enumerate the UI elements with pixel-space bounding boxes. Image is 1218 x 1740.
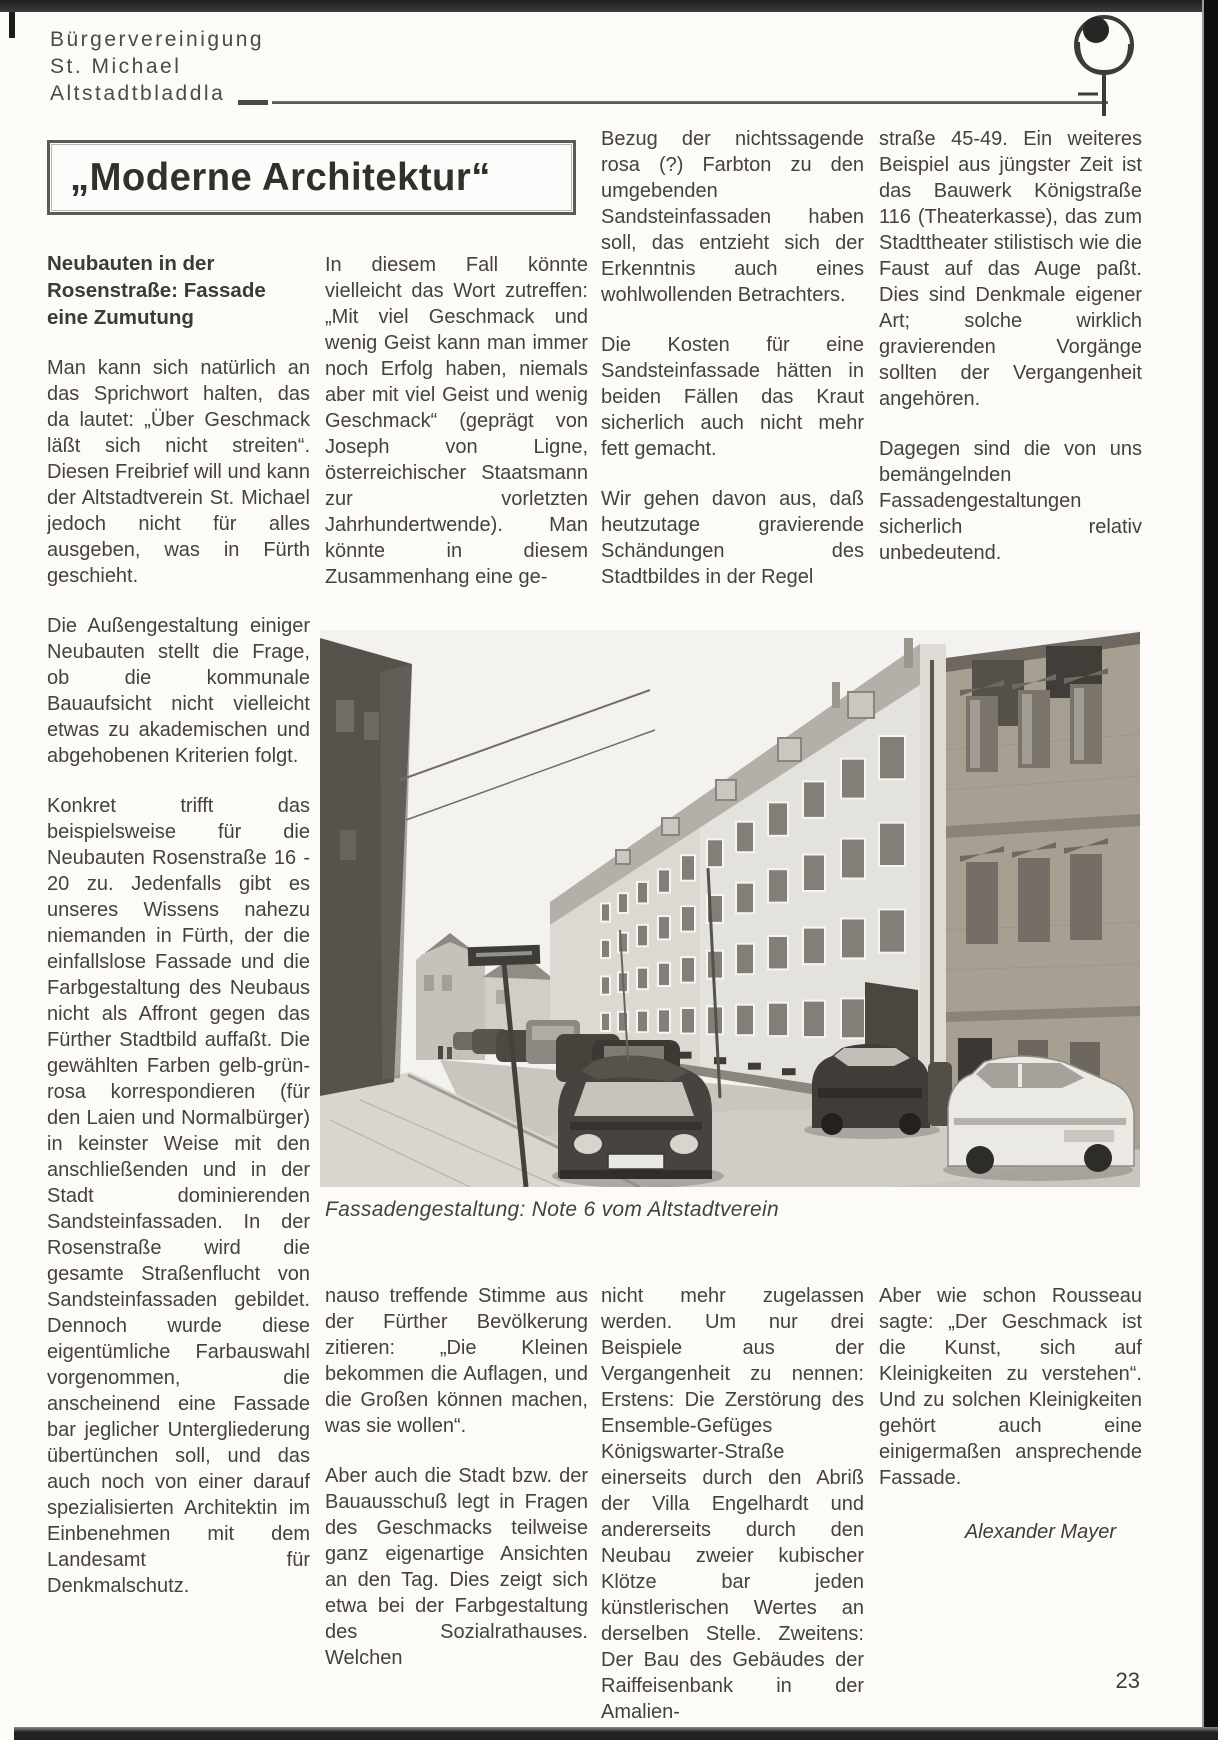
column-4-bottom xyxy=(879,1283,1142,1733)
paragraph: Wir gehen davon aus, daß heutzutage gravierende Schändungen des Stadtbildes in der Regel xyxy=(601,488,864,588)
paragraph: Die Außengestaltung einiger Neubauten stellt die Frage, ob die kommunale Bauaufsicht nicht vielleicht etwas zu akademischen und abgehobenen Kriterien folgt. xyxy=(47,615,310,767)
author-signature: Alexander Mayer xyxy=(964,1521,1116,1543)
page-number: 23 xyxy=(1115,1668,1140,1693)
paragraph: Aber wie schon Rousseau sagte: „Der Geschmack ist die Kunst, sich auf Kleinigkeiten zu verstehen“. Und zu solchen Kleinigkeiten gehört auch eine einigermaßen ansprechende Fassade. xyxy=(879,1285,1142,1489)
paragraph: Man kann sich natürlich an das Sprichwort halten, das da lautet: „Über Geschmack läßt sich nicht streiten“. Diesen Freibrief will und kann der Altstadtverein St. Michael jedoch nicht für alles ausgeben, was in Fürth geschieht. xyxy=(47,357,310,587)
paragraph: Aber auch die Stadt bzw. der Bauausschuß legt in Fragen des Geschmacks teilweise ganz eigenartige Ansichten an den Tag. Dies zeigt sich etwa bei der Farbgestaltung des Sozialrathauses. Welchen xyxy=(325,1465,588,1669)
paragraph: Konkret trifft das beispielsweise für die Neubauten Rosenstraße 16 - 20 zu. Jedenfalls gibt es unseres Wissens nahezu niemanden in Fürth, der die einfallslose Fassade und die Farbgestaltung des Neubaus nicht als Affront gegen das Fürther Stadtbild auffaßt. Die gewählten Farben gelb-grün-rosa korrespondieren (für den Laien und Normalbürger) in keinster Weise mit den anschließenden und in der Stadt dominierenden Sandsteinfassaden. In der Rosenstraße wird die gesamte Straßenflucht von Sandsteinfassaden gebildet. Dennoch wurde diese eigentümliche Farbauswahl vorgenommen, die anscheinend eine Fassade bar jeglicher Untergliederung übertünchen soll, und das auch noch von einer darauf spezialisierten Architektin im Einbenehmen mit dem Landesamt für Denkmalschutz. xyxy=(47,795,310,1597)
headline-box xyxy=(47,140,576,215)
rose-logo-icon xyxy=(1066,12,1142,125)
scan-edge-right xyxy=(1204,0,1218,1740)
paragraph: nauso treffende Stimme aus der Fürther Bevölkerung zitieren: „Die Kleinen bekommen die Auflagen, und die Großen können machen, was sie wollen“. xyxy=(325,1285,588,1437)
masthead-line3: Altstadtbladdla xyxy=(50,82,226,105)
street-photo xyxy=(320,630,1140,1187)
column-2-top xyxy=(325,252,588,624)
paragraph: Bezug der nichtssagende rosa (?) Farbton zu den umgebenden Sandsteinfassaden haben soll, das entzieht sich der Erkenntnis auch eines wohlwollenden Betrachters. xyxy=(601,128,864,306)
paragraph: straße 45-49. Ein weiteres Beispiel aus jüngster Zeit ist das Bauwerk Königstraße 116 (Theaterkasse), das zum Stadttheater stilistisch wie die Faust auf das Auge paßt. Dies sind Denkmale eigener Art; solche wirklich gravierenden Vorgänge sollten der Vergangenheit angehören. xyxy=(879,128,1142,410)
masthead-line1: Bürgervereinigung xyxy=(50,28,265,51)
scan-artifact xyxy=(9,12,15,38)
masthead-line2: St. Michael xyxy=(50,55,182,78)
masthead-rule xyxy=(272,101,1108,104)
column-4-top xyxy=(879,126,1142,624)
masthead xyxy=(50,26,264,107)
headline: „Moderne Architektur“ xyxy=(70,155,491,199)
column-3-top xyxy=(601,126,864,624)
scan-edge-top xyxy=(0,0,1218,12)
column-1-subhead: Neubauten in der Rosenstraße: Fassade eine Zumutung xyxy=(47,252,266,329)
paragraph: In diesem Fall könnte vielleicht das Wort zutreffen: „Mit viel Geschmack und wenig Geist kann man immer noch Erfolg haben, niemals aber mit viel Geist und wenig Geschmack“ (geprägt von Joseph von Ligne, österreichischer Staatsmann zur vorletzten Jahrhundertwende). Man könnte in diesem Zusammenhang eine ge- xyxy=(325,254,588,588)
column-1 xyxy=(47,250,310,1680)
photo-caption: Fassadengestaltung: Note 6 vom Altstadtverein xyxy=(325,1198,779,1221)
column-3-bottom xyxy=(601,1283,864,1733)
column-2-bottom xyxy=(325,1283,588,1733)
paragraph: Dagegen sind die von uns bemängelnden Fassadengestaltungen sicherlich relativ unbedeutend. xyxy=(879,438,1142,564)
paragraph: Die Kosten für eine Sandsteinfassade hätten in beiden Fällen das Kraut sicherlich auch nicht mehr fett gemacht. xyxy=(601,334,864,460)
paragraph: nicht mehr zugelassen werden. Um nur drei Beispiele aus der Vergangenheit zu nennen: Erstens: Die Zerstörung des Ensemble-Gefüges Königswarter-Straße einerseits durch den Abriß der Villa Engelhardt und andererseits durch den Neubau zweier kubischer Klötze bar jeden künstlerischen Wertes an derselben Stelle. Zweitens: Der Bau des Gebäudes der Raiffeisenbank in der Amalien- xyxy=(601,1285,864,1723)
masthead-rule-dash xyxy=(238,100,268,105)
